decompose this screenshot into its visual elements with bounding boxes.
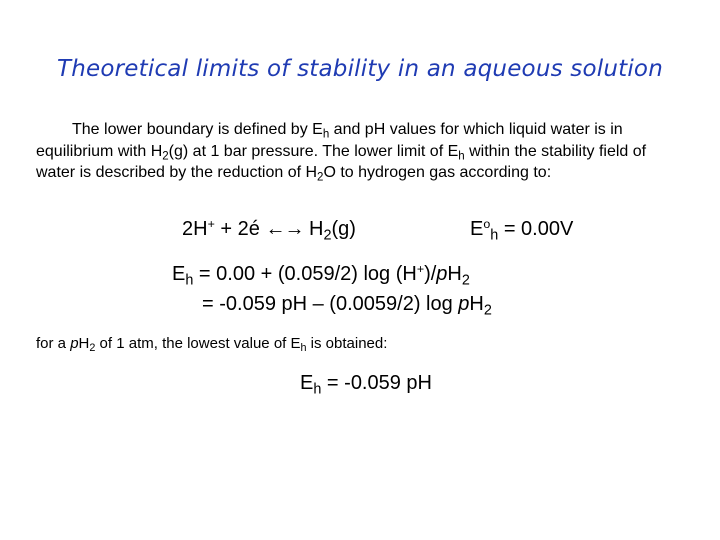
standard-potential	[470, 217, 574, 244]
paragraph-sub-2: 2	[162, 149, 169, 162]
reaction-text-4: (g)	[331, 218, 356, 240]
note-italic-p: p	[70, 335, 79, 352]
potential-sup-1: o	[483, 217, 491, 232]
double-arrow-icon: ←→	[265, 218, 304, 240]
result-equation	[300, 372, 432, 398]
result-text-2: = -0.059 pH	[321, 372, 432, 394]
paragraph-text-2: and pH values for which liquid water is in equilibrium with H	[36, 121, 623, 160]
eq2-sub-1: 2	[483, 302, 492, 319]
paragraph-sub-1: h	[322, 128, 330, 141]
reaction-sub-1: 2	[323, 227, 332, 244]
paragraph-text-4: within the stability field of water is described by the reduction of H	[36, 142, 647, 181]
note-text-1: for a	[36, 335, 71, 352]
nernst-equation-line-2	[202, 293, 492, 319]
reaction-equation	[182, 217, 356, 244]
reaction-text-3: H	[303, 218, 324, 240]
reaction-text-2: + 2é	[214, 218, 266, 240]
eq1-text-2: = 0.00 + (0.059/2) log (H	[193, 263, 417, 285]
note-text-4: is obtained:	[306, 335, 388, 352]
note-sub-1: 2	[89, 342, 96, 355]
result-sub-1: h	[313, 381, 322, 398]
note-text-2: H	[78, 335, 90, 352]
paragraph-text-5: O to hydrogen gas according to:	[323, 164, 552, 181]
eq1-text-3: )/	[424, 263, 437, 285]
paragraph-text-1: The lower boundary is defined by E	[72, 121, 323, 138]
condition-note	[36, 335, 388, 355]
paragraph-sub-4: 2	[317, 171, 324, 184]
eq1-text-4: H	[447, 263, 462, 285]
eq1-sub-1: h	[185, 272, 194, 289]
paragraph-sub-3: h	[458, 149, 465, 162]
eq1-sup-1: +	[416, 262, 425, 277]
slide-title: Theoretical limits of stability in an aqueous solution	[57, 56, 663, 82]
nernst-equation-line-1	[172, 262, 470, 289]
eq1-italic-p: p	[436, 263, 448, 285]
eq2-text-2: H	[469, 293, 484, 315]
potential-text-2: = 0.00V	[498, 218, 574, 240]
reaction-sup-1: +	[207, 217, 215, 232]
result-text-1: E	[300, 372, 314, 394]
paragraph-text-3: (g) at 1 bar pressure. The lower limit of E	[168, 142, 459, 160]
note-sub-2: h	[300, 342, 307, 355]
intro-paragraph	[36, 119, 686, 184]
note-text-3: of 1 atm, the lowest value of E	[95, 335, 301, 352]
eq2-italic-p: p	[458, 293, 470, 315]
eq1-text-1: E	[172, 263, 186, 285]
potential-text-1: E	[470, 218, 484, 240]
eq1-sub-2: 2	[461, 272, 470, 289]
eq2-text-1: = -0.059 pH – (0.0059/2) log	[202, 293, 459, 315]
reaction-text-1: 2H	[182, 218, 208, 240]
potential-sub-1: h	[490, 227, 499, 244]
